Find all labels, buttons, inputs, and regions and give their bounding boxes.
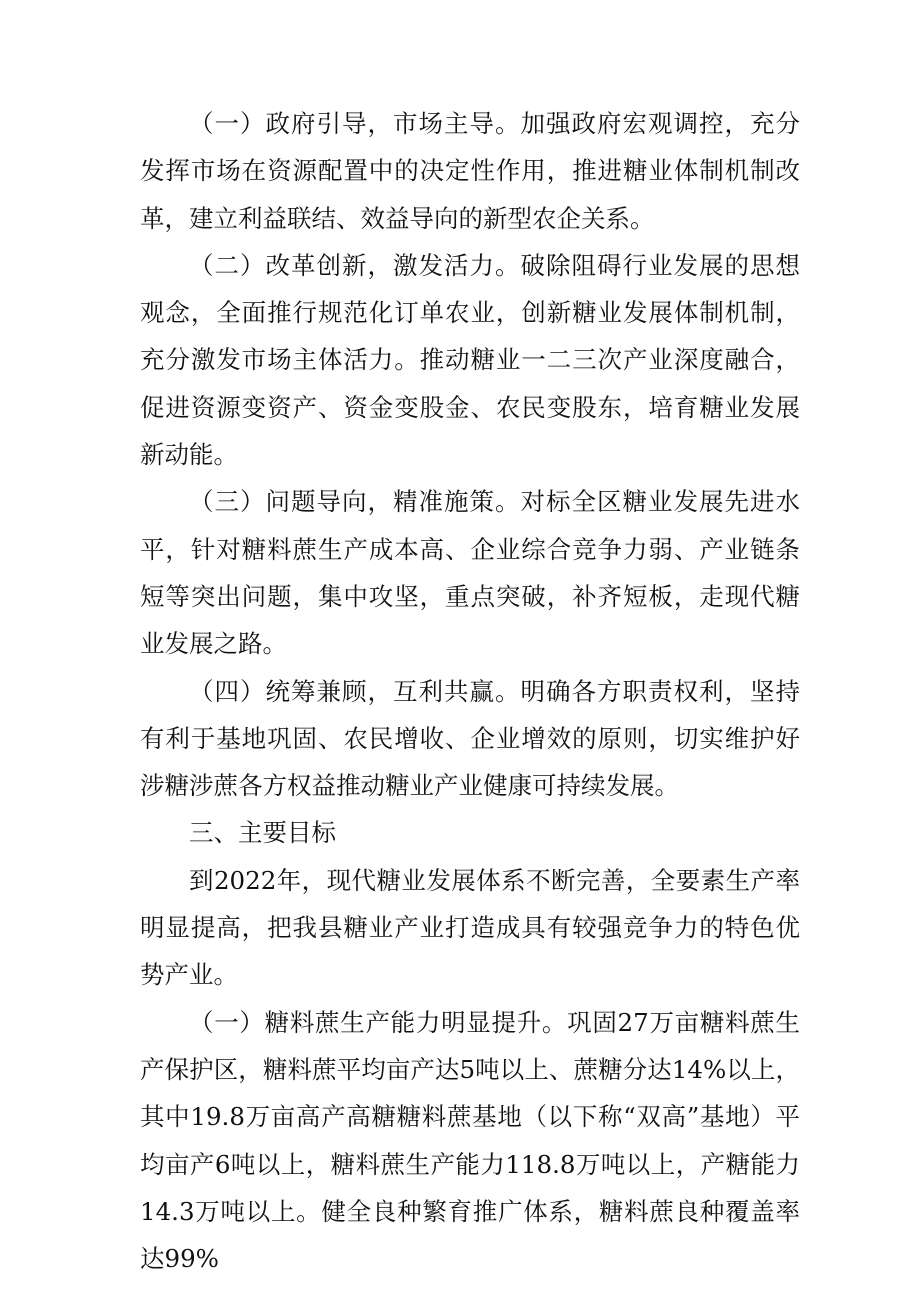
paragraph-goal-1: （一）糖料蔗生产能力明显提升。巩固27万亩糖料蔗生产保护区，糖料蔗平均亩产达5吨以上、蔗糖分达14%以上，其中19.8万亩高产高糖糖料蔗基地（以下称“双高”基地）平均亩产6吨以上，糖料蔗生产能力118.8万吨以上，产糖能力14.3万吨以上。健全良种繁育推广体系，糖料蔗良种覆盖率达99% xyxy=(140,1007,800,1274)
section-heading-main-goals: 三、主要目标 xyxy=(189,818,336,848)
document-page xyxy=(140,100,800,1282)
paragraph-principle-1: （一）政府引导，市场主导。加强政府宏观调控，充分发挥市场在资源配置中的决定性作用，推进糖业体制机制改革，建立利益联结、效益导向的新型农企关系。 xyxy=(140,109,800,233)
paragraph-principle-2: （二）改革创新，激发活力。破除阻碍行业发展的思想观念，全面推行规范化订单农业，创新糖业发展体制机制，充分激发市场主体活力。推动糖业一二三次产业深度融合，促进资源变资产、资金变股金、农民变股东，培育糖业发展新动能。 xyxy=(140,250,800,470)
paragraph-principle-4: （四）统筹兼顾，互利共赢。明确各方职责权利，坚持有利于基地巩固、农民增收、企业增效的原则，切实维护好涉糖涉蔗各方权益推动糖业产业健康可持续发展。 xyxy=(140,676,800,801)
paragraph-principle-3: （三）问题导向，精准施策。对标全区糖业发展先进水平，针对糖料蔗生产成本高、企业综合竞争力弱、产业链条短等突出问题，集中攻坚，重点突破，补齐短板，走现代糖业发展之路。 xyxy=(140,487,800,659)
paragraph-goal-summary: 到2022年，现代糖业发展体系不断完善，全要素生产率明显提高，把我县糖业产业打造成具有较强竞争力的特色优势产业。 xyxy=(140,865,800,990)
